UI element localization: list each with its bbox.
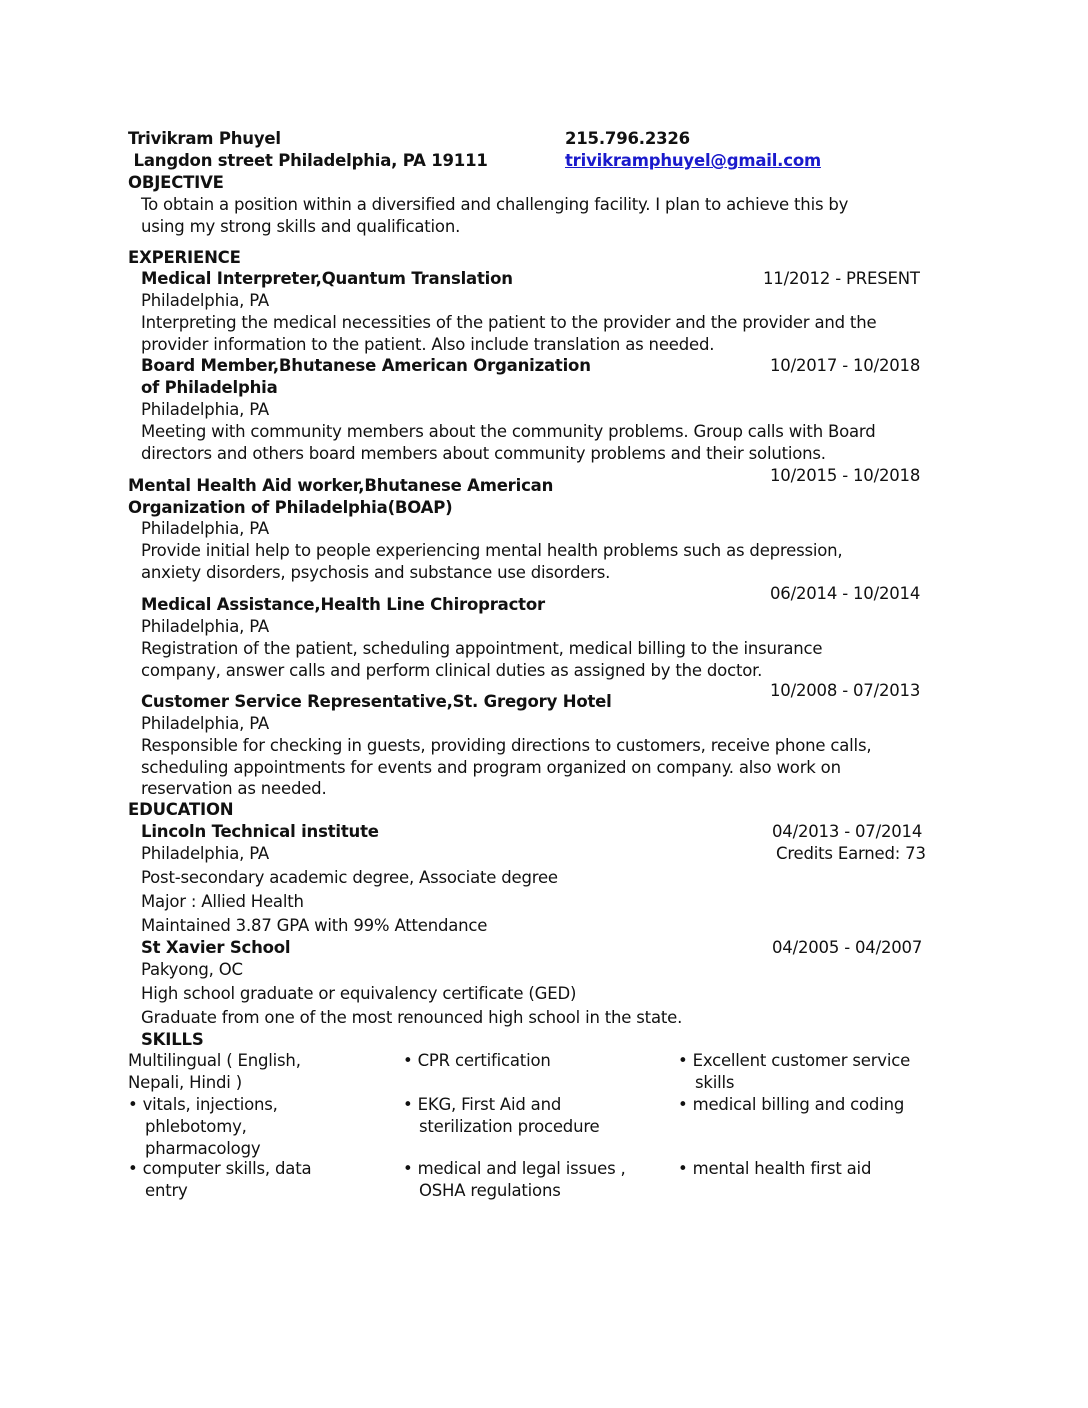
school-detail: Maintained 3.87 GPA with 99% Attendance — [141, 916, 488, 935]
skill-item-cont: skills — [695, 1073, 735, 1092]
bullet-icon: • — [128, 1095, 138, 1114]
job-description: anxiety disorders, psychosis and substance use disorders. — [141, 563, 611, 582]
skill-item-cont: phlebotomy, — [145, 1117, 247, 1136]
job-description: Provide initial help to people experiencing mental health problems such as depression, — [141, 541, 843, 560]
job-description: Meeting with community members about the community problems. Group calls with Board — [141, 422, 876, 441]
job-location: Philadelphia, PA — [141, 291, 269, 310]
school-detail: Post-secondary academic degree, Associate degree — [141, 868, 558, 887]
bullet-icon: • — [678, 1095, 688, 1114]
credits-earned: Credits Earned: 73 — [776, 844, 926, 863]
skill-item: • medical billing and coding — [678, 1095, 905, 1114]
school-location: Philadelphia, PA — [141, 844, 269, 863]
job-title: Board Member,Bhutanese American Organization — [141, 356, 591, 375]
job-description: company, answer calls and perform clinical duties as assigned by the doctor. — [141, 661, 763, 680]
job-description: directors and others board members about community problems and their solutions. — [141, 444, 826, 463]
school-name: St Xavier School — [141, 938, 291, 957]
job-dates: 06/2014 - 10/2014 — [770, 584, 921, 603]
job-location: Philadelphia, PA — [141, 519, 269, 538]
objective-line: To obtain a position within a diversified and challenging facility. I plan to achieve this by — [141, 195, 849, 214]
school-detail: Major : Allied Health — [141, 892, 304, 911]
skill-item: • computer skills, data — [128, 1159, 312, 1178]
skill-item: • vitals, injections, — [128, 1095, 278, 1114]
job-location: Philadelphia, PA — [141, 714, 269, 733]
job-location: Philadelphia, PA — [141, 617, 269, 636]
job-description: reservation as needed. — [141, 779, 327, 798]
skill-item-cont: Nepali, Hindi ) — [128, 1073, 242, 1092]
skills-heading: SKILLS — [141, 1030, 204, 1049]
job-title-cont: of Philadelphia — [141, 378, 278, 397]
candidate-name: Trivikram Phuyel — [128, 129, 281, 148]
skill-item-cont: pharmacology — [145, 1139, 261, 1158]
job-dates: 11/2012 - PRESENT — [763, 269, 920, 288]
job-dates: 10/2008 - 07/2013 — [770, 681, 921, 700]
school-detail: High school graduate or equivalency certificate (GED) — [141, 984, 577, 1003]
experience-heading: EXPERIENCE — [128, 248, 241, 267]
job-title: Medical Assistance,Health Line Chiropractor — [141, 595, 545, 614]
school-location: Pakyong, OC — [141, 960, 243, 979]
job-description: provider information to the patient. Also include translation as needed. — [141, 335, 715, 354]
job-title-cont: Organization of Philadelphia(BOAP) — [128, 498, 453, 517]
bullet-icon: • — [403, 1095, 413, 1114]
skill-item-cont: sterilization procedure — [419, 1117, 600, 1136]
bullet-icon: • — [128, 1159, 138, 1178]
phone-number: 215.796.2326 — [565, 129, 690, 148]
job-title: Mental Health Aid worker,Bhutanese American — [128, 476, 554, 495]
job-description: Registration of the patient, scheduling appointment, medical billing to the insurance — [141, 639, 823, 658]
bullet-icon: • — [678, 1159, 688, 1178]
job-title: Customer Service Representative,St. Gregory Hotel — [141, 692, 612, 711]
job-title: Medical Interpreter,Quantum Translation — [141, 269, 513, 288]
skill-item-cont: entry — [145, 1181, 188, 1200]
objective-heading: OBJECTIVE — [128, 173, 224, 192]
skill-item: • mental health first aid — [678, 1159, 872, 1178]
job-description: scheduling appointments for events and program organized on company. also work on — [141, 758, 841, 777]
address: Langdon street Philadelphia, PA 19111 — [128, 151, 488, 170]
job-dates: 10/2015 - 10/2018 — [770, 466, 921, 485]
email-link[interactable]: trivikramphuyel@gmail.com — [565, 151, 821, 170]
bullet-icon: • — [403, 1159, 413, 1178]
skill-item: Multilingual ( English, — [128, 1051, 301, 1070]
school-detail: Graduate from one of the most renounced high school in the state. — [141, 1008, 683, 1027]
bullet-icon: • — [678, 1051, 688, 1070]
skill-item: • EKG, First Aid and — [403, 1095, 562, 1114]
skill-item: • Excellent customer service — [678, 1051, 911, 1070]
skill-item: • CPR certification — [403, 1051, 551, 1070]
school-name: Lincoln Technical institute — [141, 822, 379, 841]
job-dates: 10/2017 - 10/2018 — [770, 356, 921, 375]
objective-line: using my strong skills and qualification. — [141, 217, 461, 236]
education-heading: EDUCATION — [128, 800, 234, 819]
job-description: Interpreting the medical necessities of the patient to the provider and the provider and the — [141, 313, 877, 332]
job-location: Philadelphia, PA — [141, 400, 269, 419]
skill-item-cont: OSHA regulations — [419, 1181, 561, 1200]
skill-item: • medical and legal issues , — [403, 1159, 626, 1178]
school-dates: 04/2013 - 07/2014 — [772, 822, 923, 841]
job-description: Responsible for checking in guests, providing directions to customers, receive phone calls, — [141, 736, 872, 755]
school-dates: 04/2005 - 04/2007 — [772, 938, 923, 957]
bullet-icon: • — [403, 1051, 413, 1070]
